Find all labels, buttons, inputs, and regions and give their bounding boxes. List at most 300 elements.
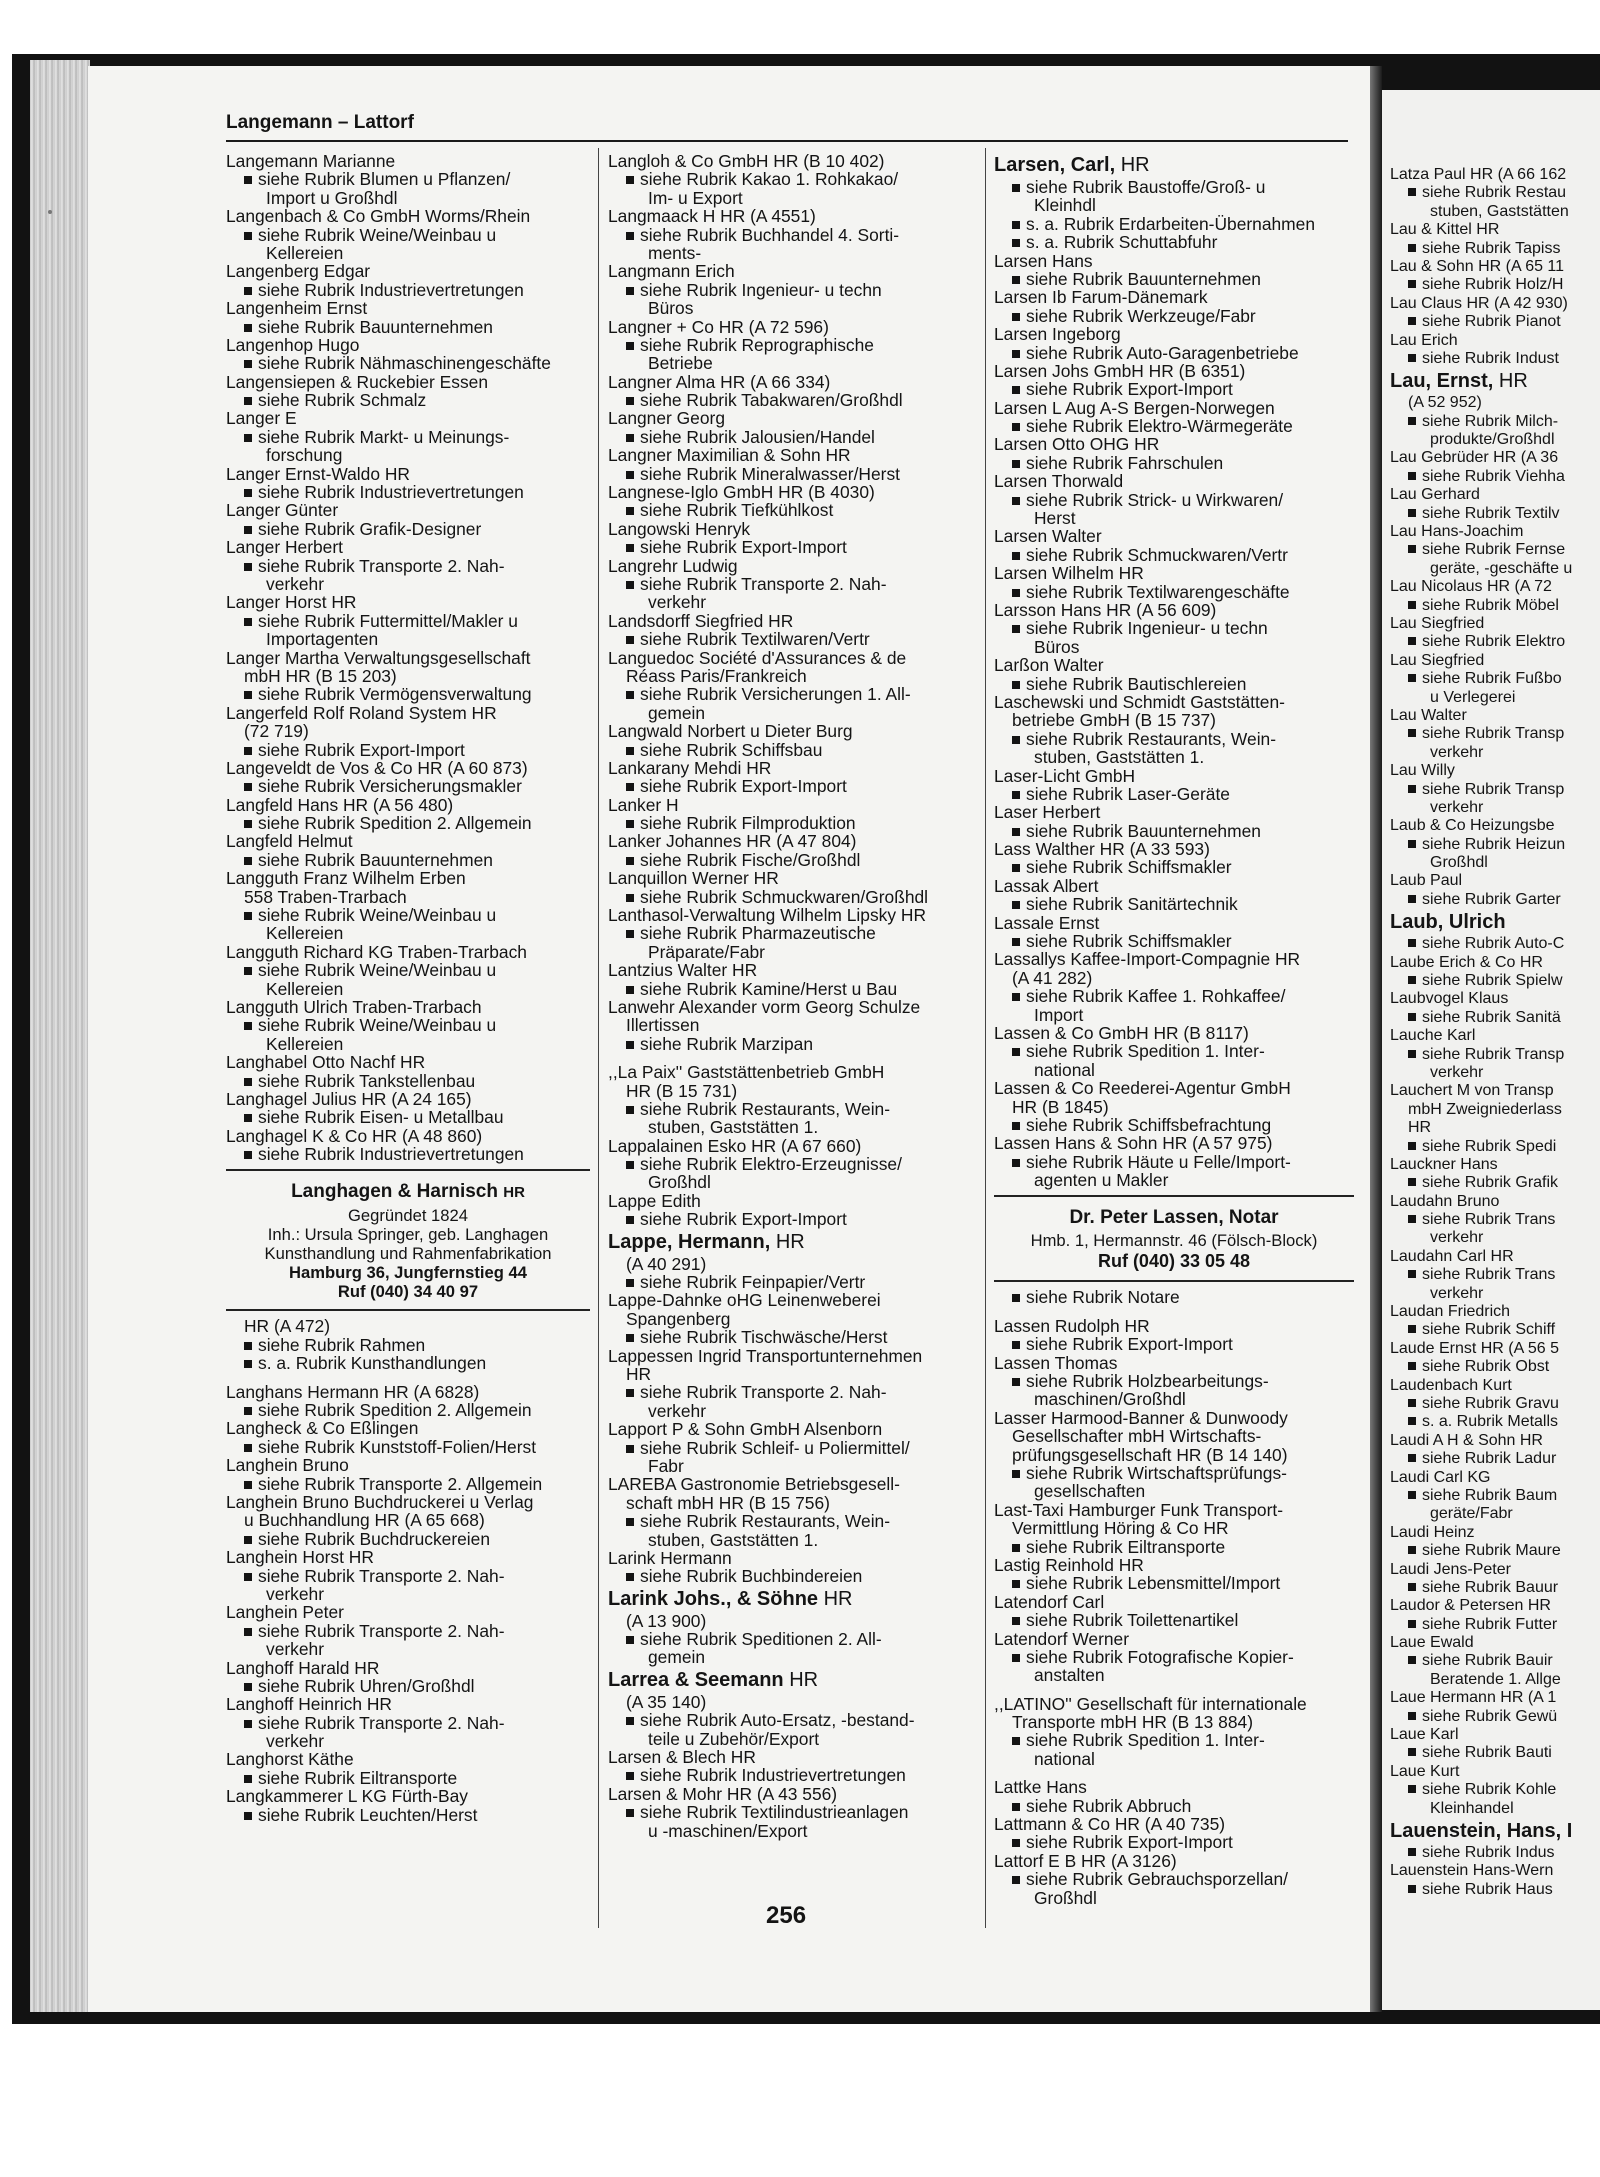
entry-text: siehe Rubrik Schmuckwaren/Großhdl — [640, 886, 929, 907]
directory-entry — [608, 906, 978, 924]
rubrik-reference — [608, 428, 978, 446]
directory-entry — [226, 1659, 590, 1677]
entry-text: Langhein Bruno — [226, 1455, 349, 1476]
entry-continuation — [994, 711, 1354, 729]
bullet-square-icon — [244, 618, 252, 626]
entry-continuation — [608, 593, 978, 611]
directory-entry — [994, 288, 1354, 306]
entry-text: Lattorf E B HR (A 3126) — [994, 1850, 1177, 1871]
entry-text: Vermittlung Höring & Co HR — [1012, 1518, 1229, 1539]
entry-text: siehe Rubrik Pianot — [1422, 313, 1561, 331]
entry-text: siehe Rubrik Elektro-Erzeugnisse/ — [640, 1154, 902, 1175]
bullet-square-icon — [1408, 1785, 1416, 1793]
directory-entry — [226, 207, 590, 225]
entry-text: siehe Rubrik Baustoffe/Groß- u — [1026, 177, 1266, 197]
rubrik-reference — [1390, 1487, 1600, 1505]
entry-continuation — [1390, 431, 1600, 449]
entry-continuation — [994, 1061, 1354, 1079]
entry-text: Laudahn Bruno — [1390, 1192, 1500, 1210]
rubrik-reference — [226, 1530, 590, 1548]
entry-text: siehe Rubrik Spedition 1. Inter- — [1026, 1730, 1265, 1751]
entry-text: Lau & Kittel HR — [1390, 221, 1500, 239]
rubrik-reference — [1390, 781, 1600, 799]
entry-text: Langer E — [226, 408, 297, 429]
entry-text: Laue Kurt — [1390, 1762, 1460, 1780]
rubrik-reference — [1390, 1174, 1600, 1192]
entry-text: siehe Rubrik Fische/Großhdl — [640, 849, 861, 870]
entry-text: siehe Rubrik Rahmen — [258, 1334, 426, 1355]
directory-entry — [608, 759, 978, 777]
directory-entry — [608, 207, 978, 225]
entry-text: siehe Rubrik Schmuckwaren/Vertr — [1026, 544, 1288, 565]
entry-text: siehe Rubrik Fernse — [1422, 541, 1566, 559]
directory-entry — [994, 1852, 1354, 1870]
entry-text: siehe Rubrik Tischwäsche/Herst — [640, 1327, 888, 1348]
entry-text: siehe Rubrik Bauunternehmen — [1026, 820, 1261, 841]
bullet-square-icon — [244, 1775, 252, 1783]
entry-continuation — [1390, 394, 1600, 412]
entry-text: Herst — [1034, 508, 1076, 529]
entry-text: Beratende 1. Allge — [1430, 1670, 1561, 1688]
rubrik-reference — [226, 557, 590, 575]
directory-entry — [1390, 295, 1600, 313]
bullet-square-icon — [1408, 1215, 1416, 1223]
directory-entry — [608, 612, 978, 630]
entry-text: Laudahn Carl HR — [1390, 1247, 1514, 1265]
entry-text: siehe Rubrik Export-Import — [640, 537, 847, 558]
entry-text: Larßon Walter — [994, 655, 1104, 676]
bullet-square-icon — [626, 176, 634, 184]
entry-text: Lassen & Co Reederei-Agentur GmbH — [994, 1078, 1291, 1099]
bullet-square-icon — [244, 489, 252, 497]
rubrik-reference — [608, 851, 978, 869]
entry-text: siehe Rubrik Spedition 2. Allgemein — [258, 813, 532, 834]
bullet-square-icon — [1408, 1399, 1416, 1407]
entry-text: Langer Ernst-Waldo HR — [226, 463, 410, 484]
entry-text: siehe Rubrik Pharmazeutische — [640, 923, 876, 944]
entry-text: Lauckner Hans — [1390, 1155, 1498, 1173]
entry-continuation — [1390, 854, 1600, 872]
bullet-square-icon — [1408, 729, 1416, 737]
bullet-square-icon — [626, 507, 634, 515]
entry-text: siehe Rubrik Trans — [1422, 1266, 1556, 1284]
entry-text: siehe Rubrik Kohle — [1422, 1781, 1557, 1799]
entry-continuation — [1390, 1119, 1600, 1137]
entry-text: Larsen Otto OHG HR — [994, 434, 1160, 455]
entry-text: Langner Maximilian & Sohn HR — [608, 445, 851, 466]
bullet-square-icon — [1012, 828, 1020, 836]
directory-bold-entry — [1390, 368, 1600, 394]
entry-text: Kleinhdl — [1034, 195, 1096, 216]
directory-entry — [994, 1778, 1354, 1796]
directory-entry — [226, 593, 590, 611]
entry-text: Lau Erich — [1390, 331, 1458, 349]
entry-text: siehe Rubrik Buchhandel 4. Sorti- — [640, 224, 900, 245]
rubrik-reference — [226, 814, 590, 832]
rubrik-reference — [608, 1035, 978, 1053]
bold-entry-name: Lappe, Hermann, — [608, 1230, 771, 1253]
entry-text: Import u Großhdl — [266, 187, 398, 208]
entry-text: gemein — [648, 1647, 706, 1668]
register-mark: HR — [818, 1587, 853, 1610]
entry-text: Kleinhandel — [1430, 1799, 1514, 1817]
bullet-square-icon — [1012, 589, 1020, 597]
rubrik-reference — [226, 428, 590, 446]
bullet-square-icon — [1012, 1341, 1020, 1349]
entry-text: Laudi A H & Sohn HR — [1390, 1431, 1543, 1449]
entry-text: siehe Rubrik Schmalz — [258, 390, 427, 411]
rubrik-reference — [608, 814, 978, 832]
entry-text: siehe Rubrik Strick- u Wirkwaren/ — [1026, 489, 1284, 510]
entry-continuation — [226, 1317, 590, 1335]
register-mark: HR — [783, 1668, 819, 1691]
entry-text: siehe Rubrik Spedition 1. Inter- — [1026, 1041, 1265, 1062]
rubrik-reference — [1390, 1781, 1600, 1799]
ad-firm-suffix: HR — [503, 1184, 525, 1202]
entry-text: verkehr — [266, 573, 324, 594]
entry-text: Lauche Karl — [1390, 1027, 1476, 1045]
entry-text: teile u Zubehör/Export — [648, 1728, 820, 1749]
bold-entry-name: Lau, Ernst, — [1390, 370, 1494, 393]
entry-continuation — [226, 446, 590, 464]
directory-entry — [1390, 1689, 1600, 1707]
rubrik-reference — [226, 1806, 590, 1824]
bullet-square-icon — [626, 747, 634, 755]
entry-text: siehe Rubrik Baum — [1422, 1486, 1558, 1504]
rubrik-reference — [1390, 1321, 1600, 1339]
rubrik-reference — [1390, 1744, 1600, 1762]
entry-text: siehe Rubrik Tankstellenbau — [258, 1070, 476, 1091]
entry-text: siehe Rubrik Futter — [1422, 1615, 1558, 1633]
rubrik-reference — [608, 1439, 978, 1457]
directory-entry — [608, 483, 978, 501]
directory-entry — [994, 472, 1354, 490]
rubrik-reference — [1390, 1266, 1600, 1284]
directory-entry — [608, 318, 978, 336]
entry-text: siehe Rubrik Export-Import — [1026, 1334, 1233, 1355]
entry-text: siehe Rubrik Versicherungsmakler — [258, 776, 522, 797]
entry-text: stuben, Gaststätten 1. — [1034, 747, 1205, 768]
rubrik-reference — [226, 281, 590, 299]
entry-text: HR (B 1845) — [1012, 1096, 1109, 1117]
bullet-square-icon — [1408, 1656, 1416, 1664]
ad-founded: Gegründet 1824 — [348, 1206, 468, 1226]
entry-text: siehe Rubrik Transp — [1422, 780, 1565, 798]
bullet-square-icon — [244, 1812, 252, 1820]
entry-text: siehe Rubrik Export-Import — [1026, 379, 1233, 400]
entry-text: Importagenten — [266, 629, 379, 650]
entry-text: siehe Rubrik Jalousien/Handel — [640, 426, 875, 447]
entry-text: s. a. Rubrik Schuttabfuhr — [1026, 232, 1218, 253]
rubrik-reference — [226, 483, 590, 501]
entry-text: Lau Gebrüder HR (A 36 — [1390, 449, 1559, 467]
rubrik-reference — [994, 1116, 1354, 1134]
entry-text: siehe Rubrik Markt- u Meinungs- — [258, 426, 510, 447]
entry-text: Kellereien — [266, 978, 344, 999]
bullet-square-icon — [626, 287, 634, 295]
directory-entry — [994, 803, 1354, 821]
bullet-square-icon — [244, 967, 252, 975]
entry-text: Landsdorff Siegfried HR — [608, 610, 794, 631]
directory-entry — [1390, 615, 1600, 633]
entry-text: Betriebe — [648, 353, 713, 374]
rubrik-reference — [226, 1475, 590, 1493]
directory-entry — [1390, 1156, 1600, 1174]
entry-text: siehe Rubrik Filmproduktion — [640, 813, 856, 834]
bullet-square-icon — [1012, 1803, 1020, 1811]
directory-entry — [1390, 1082, 1600, 1100]
rubrik-reference — [1390, 1046, 1600, 1064]
entry-text: verkehr — [1430, 1284, 1484, 1302]
directory-entry — [226, 1383, 590, 1401]
bullet-square-icon — [626, 471, 634, 479]
bullet-square-icon — [1408, 1454, 1416, 1462]
directory-entry — [1390, 872, 1600, 890]
rubrik-reference — [994, 1288, 1354, 1306]
entry-text: verkehr — [1430, 798, 1484, 816]
bullet-square-icon — [244, 1407, 252, 1415]
entry-text: Laubvogel Klaus — [1390, 990, 1509, 1008]
entry-continuation — [608, 244, 978, 262]
bullet-square-icon — [626, 857, 634, 865]
bullet-square-icon — [626, 1717, 634, 1725]
entry-text: siehe Rubrik Restaurants, Wein- — [1026, 728, 1277, 749]
bullet-square-icon — [244, 563, 252, 571]
bullet-square-icon — [1408, 354, 1416, 362]
entry-text: siehe Rubrik Textilwaren/Vertr — [640, 629, 870, 650]
directory-entry — [1390, 1862, 1600, 1880]
rubrik-reference — [1390, 597, 1600, 615]
directory-entry — [994, 252, 1354, 270]
entry-continuation — [994, 1666, 1354, 1684]
bullet-square-icon — [1012, 864, 1020, 872]
entry-text: Langhein Peter — [226, 1602, 344, 1623]
bullet-square-icon — [1408, 1325, 1416, 1333]
entry-continuation — [226, 667, 590, 685]
directory-entry — [608, 1192, 978, 1210]
directory-entry — [608, 832, 978, 850]
entry-continuation — [608, 1457, 978, 1475]
entry-text: Lass Walther HR (A 33 593) — [994, 839, 1210, 860]
entry-text: Laude Ernst HR (A 56 5 — [1390, 1339, 1559, 1357]
rubrik-reference — [608, 685, 978, 703]
rubrik-reference — [226, 1145, 590, 1163]
entry-continuation — [226, 1511, 590, 1529]
entry-continuation — [608, 1531, 978, 1549]
bullet-square-icon — [1408, 939, 1416, 947]
entry-text: siehe Rubrik Elektro-Wärmegeräte — [1026, 416, 1293, 437]
entry-text: siehe Rubrik Bauunternehmen — [258, 849, 493, 870]
entry-text: siehe Rubrik Blumen u Pflanzen/ — [258, 169, 511, 190]
entry-text: Last-Taxi Hamburger Funk Transport- — [994, 1499, 1283, 1520]
rubrik-reference — [1390, 350, 1600, 368]
rubrik-reference — [994, 785, 1354, 803]
entry-continuation — [1390, 1101, 1600, 1119]
entry-text: mbH Zweigniederlass — [1408, 1100, 1562, 1118]
directory-entry — [608, 520, 978, 538]
entry-text: siehe Rubrik Export-Import — [640, 776, 847, 797]
entry-text: Laudan Friedrich — [1390, 1303, 1511, 1321]
entry-text: siehe Rubrik Viehha — [1422, 467, 1565, 485]
rubrik-reference — [608, 336, 978, 354]
rubrik-reference — [608, 924, 978, 942]
bullet-square-icon — [1408, 545, 1416, 553]
rubrik-reference — [226, 1108, 590, 1126]
bullet-square-icon — [1408, 674, 1416, 682]
directory-entry — [1390, 1432, 1600, 1450]
entry-continuation — [994, 509, 1354, 527]
bullet-square-icon — [1012, 386, 1020, 394]
directory-entry — [608, 1291, 978, 1309]
entry-text: Langner + Co HR (A 72 596) — [608, 316, 829, 337]
directory-entry — [994, 1593, 1354, 1611]
entry-text: Langhabel Otto Nachf HR — [226, 1052, 426, 1073]
entry-text: Laudor & Petersen HR — [1390, 1597, 1551, 1615]
bullet-square-icon — [1408, 1142, 1416, 1150]
entry-text: stuben, Gaststätten — [1430, 202, 1569, 220]
entry-text: Langfeld Hans HR (A 56 480) — [226, 794, 454, 815]
rubrik-reference — [608, 538, 978, 556]
bullet-square-icon — [244, 857, 252, 865]
directory-entry — [608, 961, 978, 979]
entry-continuation — [226, 980, 590, 998]
entry-text: siehe Rubrik Lebensmittel/Import — [1026, 1573, 1281, 1594]
rubrik-reference — [608, 575, 978, 593]
ad-firm-name: Langhagen & Harnisch — [291, 1181, 498, 1203]
rubrik-reference — [1390, 1138, 1600, 1156]
bullet-square-icon — [244, 1628, 252, 1636]
bullet-square-icon — [1012, 423, 1020, 431]
entry-continuation — [994, 1098, 1354, 1116]
entry-continuation — [608, 354, 978, 372]
ad-langhagen-harnisch — [226, 1169, 590, 1311]
entry-continuation — [994, 638, 1354, 656]
entry-text: siehe Rubrik Bauir — [1422, 1652, 1553, 1670]
directory-entry — [226, 1419, 590, 1437]
directory-entry — [226, 1127, 590, 1145]
rubrik-reference — [226, 1336, 590, 1354]
entry-text: siehe Rubrik Auto-Garagenbetriebe — [1026, 342, 1299, 363]
rubrik-reference — [226, 1677, 590, 1695]
bullet-square-icon — [1012, 625, 1020, 633]
bullet-square-icon — [1408, 1546, 1416, 1554]
directory-entry — [226, 1695, 590, 1713]
bullet-square-icon — [626, 986, 634, 994]
entry-text: s. a. Rubrik Erdarbeiten-Übernahmen — [1026, 213, 1316, 234]
rubrik-reference — [994, 730, 1354, 748]
entry-continuation — [1390, 1285, 1600, 1303]
entry-text: Languedoc Société d'Assurances & de — [608, 647, 907, 668]
entry-continuation — [608, 1310, 978, 1328]
register-mark: HR — [1493, 370, 1528, 393]
bullet-square-icon — [1408, 509, 1416, 517]
entry-continuation — [994, 1889, 1354, 1907]
rubrik-reference — [608, 1155, 978, 1173]
rubrik-reference — [994, 895, 1354, 913]
bullet-square-icon — [244, 783, 252, 791]
column-divider — [598, 148, 599, 1928]
entry-text: Lapport P & Sohn GmbH Alsenborn — [608, 1419, 883, 1440]
entry-text: Laudi Carl KG — [1390, 1468, 1491, 1486]
entry-text: Langer Günter — [226, 500, 339, 521]
directory-entry — [608, 446, 978, 464]
rubrik-reference — [226, 685, 590, 703]
bullet-square-icon — [1408, 1885, 1416, 1893]
rubrik-reference — [608, 1711, 978, 1729]
bullet-square-icon — [244, 526, 252, 534]
entry-continuation — [608, 189, 978, 207]
rubrik-reference — [994, 1335, 1354, 1353]
entry-text: Réass Paris/Frankreich — [626, 665, 807, 686]
rubrik-reference — [1390, 670, 1600, 688]
directory-entry — [608, 869, 978, 887]
entry-text: siehe Rubrik Restaurants, Wein- — [640, 1098, 891, 1119]
entry-text: Langenbach & Co GmbH Worms/Rhein — [226, 206, 531, 227]
rubrik-reference — [1390, 891, 1600, 909]
entry-text: Lau & Sohn HR (A 65 11 — [1390, 257, 1565, 275]
entry-text: geräte, -geschäfte u — [1430, 559, 1573, 577]
bullet-square-icon — [244, 1573, 252, 1581]
bullet-square-icon — [626, 581, 634, 589]
bold-entry-name: Larsen, Carl, — [994, 154, 1116, 176]
entry-text: siehe Rubrik Futtermittel/Makler u — [258, 610, 518, 631]
bullet-square-icon — [1012, 1839, 1020, 1847]
entry-continuation — [608, 1402, 978, 1420]
entry-text: Lassak Albert — [994, 875, 1099, 896]
bullet-square-icon — [1408, 1013, 1416, 1021]
rubrik-reference — [1390, 1542, 1600, 1560]
directory-entry — [1390, 523, 1600, 541]
entry-text: ,,La Paix'' Gaststättenbetrieb GmbH — [608, 1062, 885, 1083]
bullet-square-icon — [244, 232, 252, 240]
directory-entry — [1390, 332, 1600, 350]
entry-text: Spangenberg — [626, 1308, 731, 1329]
entry-text: Langhans Hermann HR (A 6828) — [226, 1381, 480, 1402]
entry-continuation — [608, 1173, 978, 1191]
bullet-square-icon — [244, 912, 252, 920]
rubrik-reference — [226, 318, 590, 336]
directory-entry — [994, 1501, 1354, 1519]
directory-entry — [994, 325, 1354, 343]
bullet-square-icon — [1408, 1178, 1416, 1186]
entry-text: siehe Rubrik Vermögensverwaltung — [258, 684, 532, 705]
entry-text: siehe Rubrik Werkzeuge/Fabr — [1026, 305, 1256, 326]
entry-text: (A 13 900) — [626, 1610, 707, 1631]
entry-text: siehe Rubrik Transporte 2. Nah- — [258, 1712, 505, 1733]
directory-entry — [226, 704, 590, 722]
rubrik-reference — [1390, 1395, 1600, 1413]
bullet-square-icon — [244, 1444, 252, 1452]
entry-text: Lau Walter — [1390, 706, 1467, 724]
directory-entry — [226, 649, 590, 667]
entry-continuation — [608, 943, 978, 961]
entry-text: Lau Hans-Joachim — [1390, 523, 1524, 541]
entry-text: Langhagel K & Co HR (A 48 860) — [226, 1125, 483, 1146]
bullet-square-icon — [1408, 472, 1416, 480]
entry-text: siehe Rubrik Buchdruckereien — [258, 1528, 490, 1549]
entry-text: Langer Herbert — [226, 537, 343, 558]
bullet-square-icon — [244, 1151, 252, 1159]
entry-text: Laudi Jens-Peter — [1390, 1560, 1511, 1578]
bullet-square-icon — [1408, 637, 1416, 645]
bold-entry-name: Lauenstein, Hans, I — [1390, 1819, 1573, 1842]
directory-entry — [1390, 166, 1600, 184]
directory-entry — [994, 1134, 1354, 1152]
directory-entry — [226, 373, 590, 391]
rubrik-reference — [994, 1797, 1354, 1815]
entry-text: Großhdl — [648, 1172, 711, 1193]
entry-text: Langowski Henryk — [608, 518, 751, 539]
